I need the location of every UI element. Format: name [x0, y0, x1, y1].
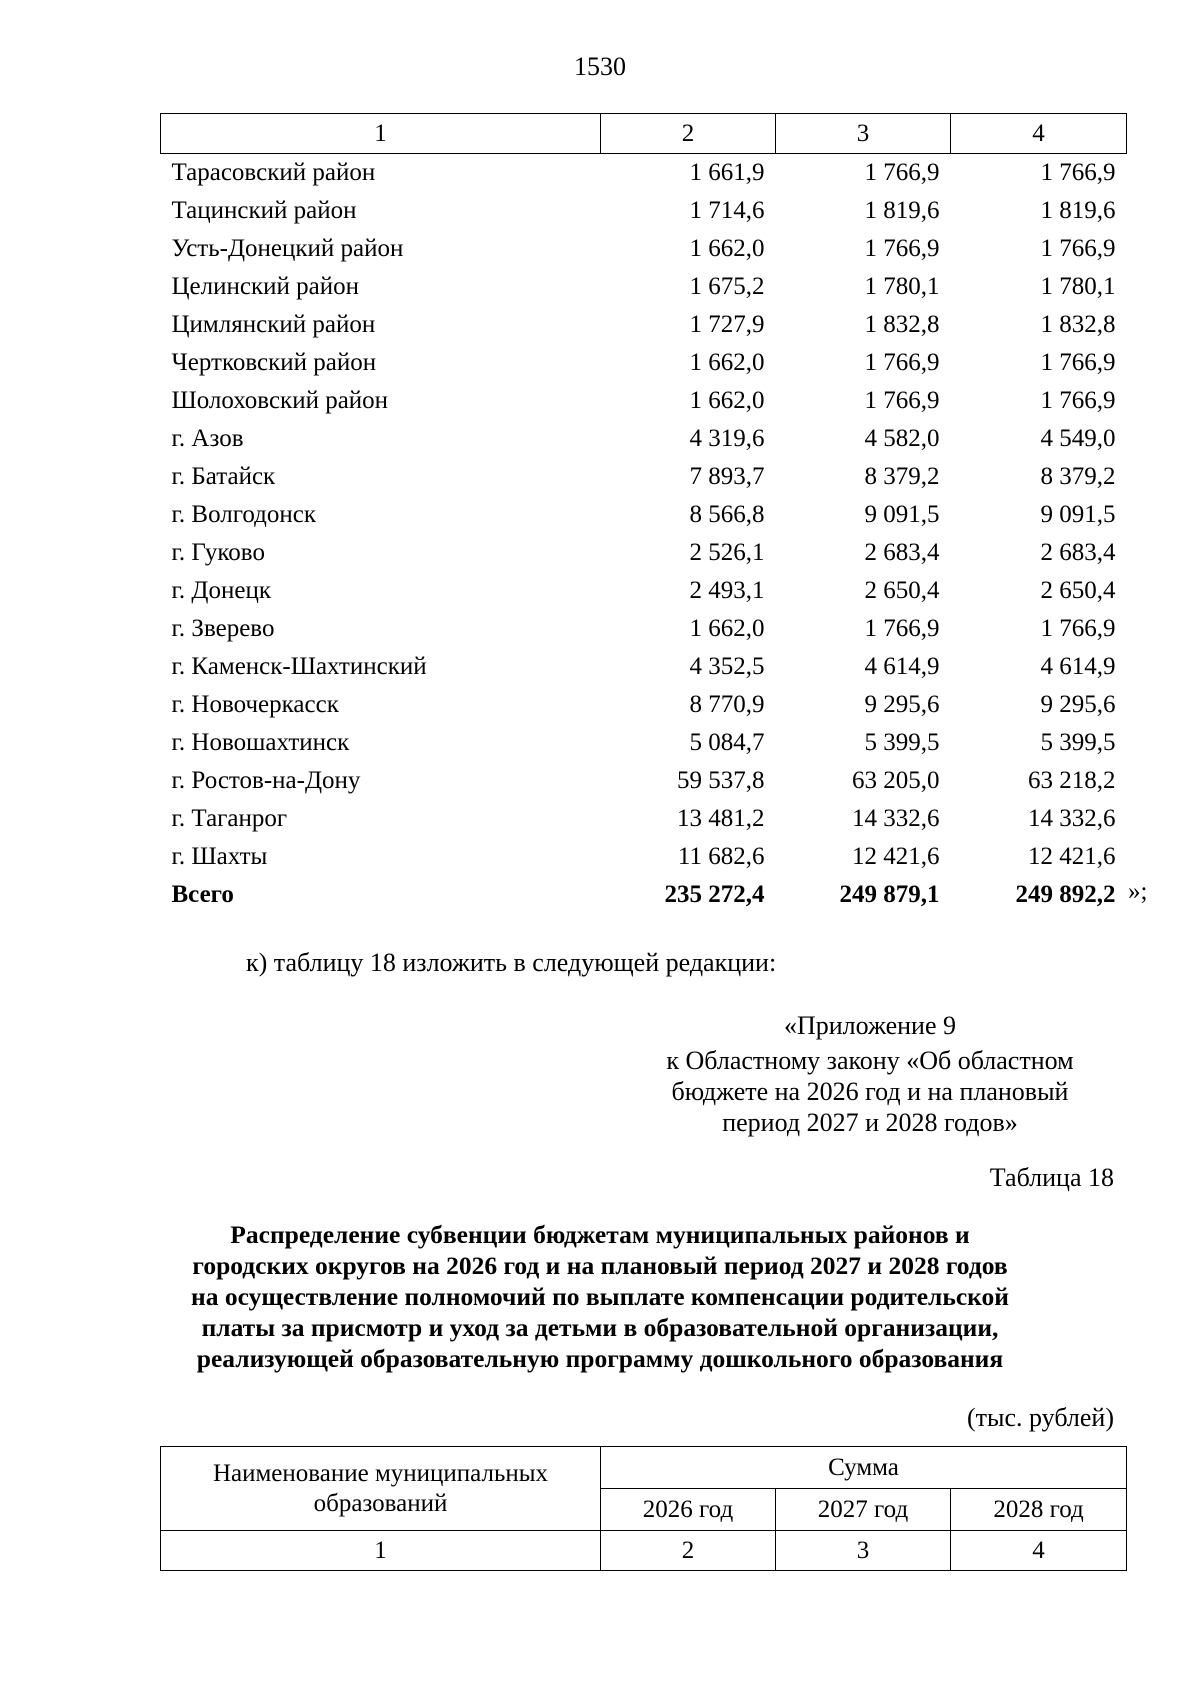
table-row: [161, 496, 1127, 534]
year-header: 2026 год: [601, 1489, 776, 1531]
total-2027: 249 879,1: [839, 881, 940, 908]
amount-2026: 1 714,6: [689, 197, 765, 224]
amount-2026: 11 682,6: [677, 843, 765, 870]
table-row: [161, 686, 1127, 724]
table-row: [161, 344, 1127, 382]
amount-2028: 14 332,6: [1028, 805, 1116, 832]
amount-2026: 1 727,9: [689, 311, 765, 338]
appendix-line: к Областному закону «Об областном: [666, 1046, 1074, 1075]
municipality-name: Шолоховский район: [171, 387, 389, 414]
municipality-name: г. Гуково: [171, 539, 265, 566]
amount-2027: 63 205,0: [852, 767, 940, 794]
table-row: [161, 268, 1127, 306]
amount-2028: 9 295,6: [1040, 691, 1116, 718]
amount-2027: 1 766,9: [864, 159, 940, 186]
year-header: 2028 год: [951, 1489, 1127, 1531]
municipality-name: г. Азов: [171, 425, 244, 452]
closing-quote: »;: [1128, 878, 1148, 905]
total-row: [161, 876, 1127, 914]
amount-2027: 2 683,4: [864, 539, 940, 566]
municipality-name: Целинский район: [171, 273, 359, 300]
table-row: [161, 154, 1127, 193]
appendix-line: период 2027 и 2028 годов»: [722, 1108, 1018, 1137]
table-row: [161, 800, 1127, 838]
table-row: [161, 572, 1127, 610]
amount-2026: 2 493,1: [689, 577, 765, 604]
amount-2026: 13 481,2: [677, 805, 765, 832]
page-number: 1530: [574, 52, 626, 81]
title-line: платы за присмотр и уход за детьми в образовательной организации,: [201, 1313, 999, 1342]
municipality-name: Тарасовский район: [171, 159, 376, 186]
title-line: городских округов на 2026 год и на плановый период 2027 и 2028 годов: [192, 1251, 1008, 1280]
amount-2028: 1 780,1: [1040, 273, 1116, 300]
municipality-name: г. Каменск-Шахтинский: [171, 653, 427, 680]
table-row: [161, 610, 1127, 648]
amount-2028: 5 399,5: [1040, 729, 1116, 756]
amount-2028: 1 766,9: [1040, 235, 1116, 262]
amount-2026: 1 661,9: [689, 159, 765, 186]
amount-2028: 1 766,9: [1040, 387, 1116, 414]
municipality-name: г. Новошахтинск: [171, 729, 350, 756]
column-number-row: [161, 114, 1127, 154]
amount-2026: 59 537,8: [677, 767, 765, 794]
amount-2026: 7 893,7: [689, 463, 765, 490]
table-row: [161, 534, 1127, 572]
amount-2028: 2 650,4: [1040, 577, 1116, 604]
column-number: 4: [951, 1531, 1127, 1571]
amount-2027: 14 332,6: [852, 805, 940, 832]
municipality-name: г. Волгодонск: [171, 501, 317, 528]
table-row: [161, 382, 1127, 420]
units-label: (тыс. рублей): [966, 1403, 1114, 1432]
amount-2027: 1 766,9: [864, 615, 940, 642]
name-column-header: [161, 1447, 601, 1531]
appendix-line: бюджете на 2026 год и на плановый: [671, 1077, 1069, 1106]
title-line: на осуществление полномочий по выплате компенсации родительской: [191, 1282, 1009, 1311]
municipality-name: г. Донецк: [171, 577, 271, 604]
table-row: [161, 648, 1127, 686]
amount-2026: 2 526,1: [689, 539, 765, 566]
amount-2026: 8 566,8: [689, 501, 765, 528]
appendix-reference: [630, 1010, 1110, 1138]
column-number: 3: [776, 1531, 951, 1571]
municipality-name: Усть-Донецкий район: [171, 235, 404, 262]
amount-2027: 1 766,9: [864, 349, 940, 376]
total-2026: 235 272,4: [664, 881, 765, 908]
amount-2028: 1 766,9: [1040, 159, 1116, 186]
amount-2026: 1 662,0: [689, 349, 765, 376]
amount-2028: 8 379,2: [1040, 463, 1116, 490]
table-row: [161, 838, 1127, 876]
allocation-table-header: [160, 1446, 1127, 1571]
municipality-name: г. Зверево: [171, 615, 275, 642]
title-line: Распределение субвенции бюджетам муниципальных районов и: [230, 1220, 970, 1249]
amount-2026: 4 319,6: [689, 425, 765, 452]
amount-2028: 9 091,5: [1040, 501, 1116, 528]
total-2028: 249 892,2: [1015, 881, 1116, 908]
column-number: 1: [161, 114, 601, 154]
amount-2027: 1 819,6: [864, 197, 940, 224]
municipality-name: г. Ростов-на-Дону: [171, 767, 361, 794]
amount-2028: 1 832,8: [1040, 311, 1116, 338]
amount-2027: 5 399,5: [864, 729, 940, 756]
table-row: [161, 420, 1127, 458]
municipality-name: Тацинский район: [171, 197, 357, 224]
amount-2027: 1 832,8: [864, 311, 940, 338]
column-number: 1: [161, 1531, 601, 1571]
municipality-name: г. Шахты: [171, 843, 268, 870]
year-header: 2027 год: [776, 1489, 951, 1531]
amount-2026: 8 770,9: [689, 691, 765, 718]
amount-2026: 4 352,5: [689, 653, 765, 680]
column-number: 4: [951, 114, 1127, 154]
municipality-name: Чертковский район: [171, 349, 377, 376]
municipality-name: Цимлянский район: [171, 311, 376, 338]
sum-column-header: Сумма: [601, 1447, 1127, 1489]
amount-2026: 1 662,0: [689, 235, 765, 262]
municipality-name: г. Батайск: [171, 463, 276, 490]
name-header-line: образований: [313, 1490, 448, 1517]
column-number: 3: [776, 114, 951, 154]
amount-2027: 1 766,9: [864, 387, 940, 414]
amount-2027: 12 421,6: [852, 843, 940, 870]
municipality-name: г. Новочеркасск: [171, 691, 339, 718]
amount-2026: 5 084,7: [689, 729, 765, 756]
table-row: [161, 306, 1127, 344]
amount-2027: 4 614,9: [864, 653, 940, 680]
amount-2027: 1 780,1: [864, 273, 940, 300]
table-title: [150, 1219, 1050, 1374]
amount-2028: 1 766,9: [1040, 349, 1116, 376]
amount-2027: 4 582,0: [864, 425, 940, 452]
table-row: [161, 762, 1127, 800]
name-header-line: Наименование муниципальных: [212, 1460, 549, 1487]
allocation-table-continued: [160, 113, 1127, 914]
table-row: [161, 724, 1127, 762]
amount-2027: 8 379,2: [864, 463, 940, 490]
table-number: Таблица 18: [989, 1163, 1114, 1192]
amount-2026: 1 662,0: [689, 387, 765, 414]
table-row: [161, 192, 1127, 230]
amount-2026: 1 662,0: [689, 615, 765, 642]
table-row: [161, 230, 1127, 268]
appendix-number: «Приложение 9: [783, 1011, 957, 1040]
amount-2027: 9 091,5: [864, 501, 940, 528]
amount-2027: 1 766,9: [864, 235, 940, 262]
municipality-name: г. Таганрог: [171, 805, 288, 832]
amount-2028: 1 766,9: [1040, 615, 1116, 642]
amount-2028: 2 683,4: [1040, 539, 1116, 566]
title-line: реализующей образовательную программу дошкольного образования: [196, 1344, 1004, 1373]
amount-2028: 4 549,0: [1040, 425, 1116, 452]
amendment-instruction: к) таблицу 18 изложить в следующей редакции:: [246, 948, 777, 977]
table-row: [161, 458, 1127, 496]
amount-2026: 1 675,2: [689, 273, 765, 300]
amount-2028: 4 614,9: [1040, 653, 1116, 680]
column-number: 2: [601, 1531, 776, 1571]
amount-2028: 63 218,2: [1028, 767, 1116, 794]
column-number: 2: [601, 114, 776, 154]
total-label: Всего: [171, 881, 234, 908]
amount-2027: 9 295,6: [864, 691, 940, 718]
amount-2028: 12 421,6: [1028, 843, 1116, 870]
amount-2027: 2 650,4: [864, 577, 940, 604]
amount-2028: 1 819,6: [1040, 197, 1116, 224]
